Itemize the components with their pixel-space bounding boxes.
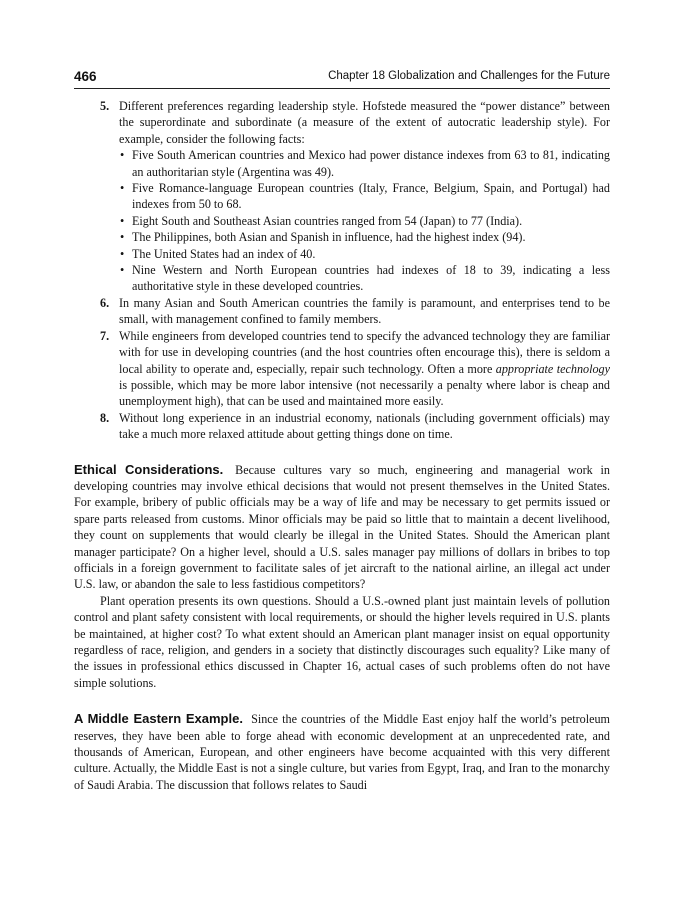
bullet-text: The United States had an index of 40. <box>132 246 316 261</box>
page-number: 466 <box>74 69 97 84</box>
bullet-item <box>119 147 610 180</box>
list-item-text: is possible, which may be more labor intensive (not necessarily a penalty where labor is cheap and unemployment high), that can be used and maintained more easily. <box>119 377 610 409</box>
list-item-text: Different preferences regarding leadership style. Hofstede measured the “power distance” between the superordinate and subordinate (a measure of the extent of autocratic leadership style). For example, consider the following facts: <box>119 99 610 146</box>
bullet-text: Five South American countries and Mexico had power distance indexes from 63 to 81, indicating an authoritarian style (Argentina was 49). <box>132 148 610 179</box>
bullet-item <box>119 246 610 262</box>
list-item-text: In many Asian and South American countries the family is paramount, and enterprises tend to be small, with management confined to family members. <box>119 295 610 327</box>
list-item-text: While engineers from developed countries tend to specify the advanced technology they are familiar with for use in developing countries (and the host countries often encourage this), there is seldom a local ability to operate and, especially, repair such technology. Often a more <box>119 328 610 376</box>
bullet-item <box>119 180 610 213</box>
bullet-item <box>119 213 610 229</box>
list-item-8 <box>74 410 610 443</box>
bullet-list <box>119 147 610 295</box>
list-item-7 <box>74 328 610 410</box>
page-body <box>74 98 610 793</box>
paragraph-text: Plant operation presents its own questions. Should a U.S.-owned plant just maintain levels of pollution control and plant safety consistent with local requirements, or should the higher levels required in U.S. plants be maintained, at higher cost? To what extent should an American plant manager insist on equal opportunity regardless of race, religion, and genders in a society that distinctly discourages such equality? Like many of the issues in professional ethics discussed in Chapter 16, actual cases of such problems often do not have simple solutions. <box>74 593 610 690</box>
bullet-icon: • <box>120 181 125 196</box>
list-item-5 <box>74 98 610 295</box>
paragraph-text: Because cultures vary so much, engineering and managerial work in developing countries may involve ethical decisions that would not present themselves in the United States. For example, bribery of public officials may be a way of life and may be necessary to get permits issued or spare parts released from customs. Minor officials may be paid so little that to maintain a decent livelihood, they count on supplements that would clearly be illegal in the United States. Should the American plant manager participate? On a higher level, should a U.S. sales manager pay millions of dollars in bribes to top officials in a foreign government to facilitate sales of jet aircraft to the national airline, an illegal act under U.S. law, or abandon the sale to less fastidious competitors? <box>74 462 610 592</box>
plant-operation-paragraph <box>74 593 610 691</box>
bullet-text: The Philippines, both Asian and Spanish in influence, had the highest index (94). <box>132 230 526 245</box>
list-item-6 <box>74 295 610 328</box>
bullet-item <box>119 229 610 245</box>
bullet-item <box>119 262 610 295</box>
bullet-text: Eight South and Southeast Asian countries ranged from 54 (Japan) to 77 (India). <box>132 213 523 228</box>
running-header <box>74 69 610 89</box>
list-number: 8. <box>100 410 110 425</box>
section-heading: Ethical Considerations. <box>74 461 224 477</box>
bullet-icon: • <box>120 263 125 278</box>
numbered-list <box>74 98 610 443</box>
bullet-icon: • <box>120 148 125 163</box>
header-rule <box>74 88 610 89</box>
bullet-text: Nine Western and North European countries had indexes of 18 to 39, indicating a less authoritative style in these developed countries. <box>132 263 610 294</box>
middle-east-paragraph <box>74 711 610 793</box>
bullet-icon: • <box>120 230 125 245</box>
section-heading: A Middle Eastern Example. <box>74 711 243 727</box>
ethical-considerations-paragraph <box>74 462 610 593</box>
bullet-icon: • <box>120 246 125 261</box>
list-number: 5. <box>100 99 110 113</box>
bullet-icon: • <box>120 213 125 228</box>
paragraph-text: Since the countries of the Middle East enjoy half the world’s petroleum reserves, they have been able to forge ahead with economic development at an unprecedented rate, and thousands of American, European, and other engineers have become acquainted with this very different culture. Actually, the Middle East is not a single culture, but varies from Egypt, Iraq, and Iran to the monarchy of Saudi Arabia. The discussion that follows relates to Saudi <box>74 712 610 792</box>
list-number: 7. <box>100 328 110 343</box>
bullet-text: Five Romance-language European countries (Italy, France, Belgium, Spain, and Portugal) had indexes from 50 to 68. <box>132 181 610 212</box>
list-number: 6. <box>100 295 110 310</box>
chapter-title: Chapter 18 Globalization and Challenges for the Future <box>328 70 610 82</box>
list-item-text: Without long experience in an industrial economy, nationals (including government officials) may take a much more relaxed attitude about getting things done on time. <box>119 410 610 442</box>
emphasis-term: appropriate technology <box>495 361 610 376</box>
